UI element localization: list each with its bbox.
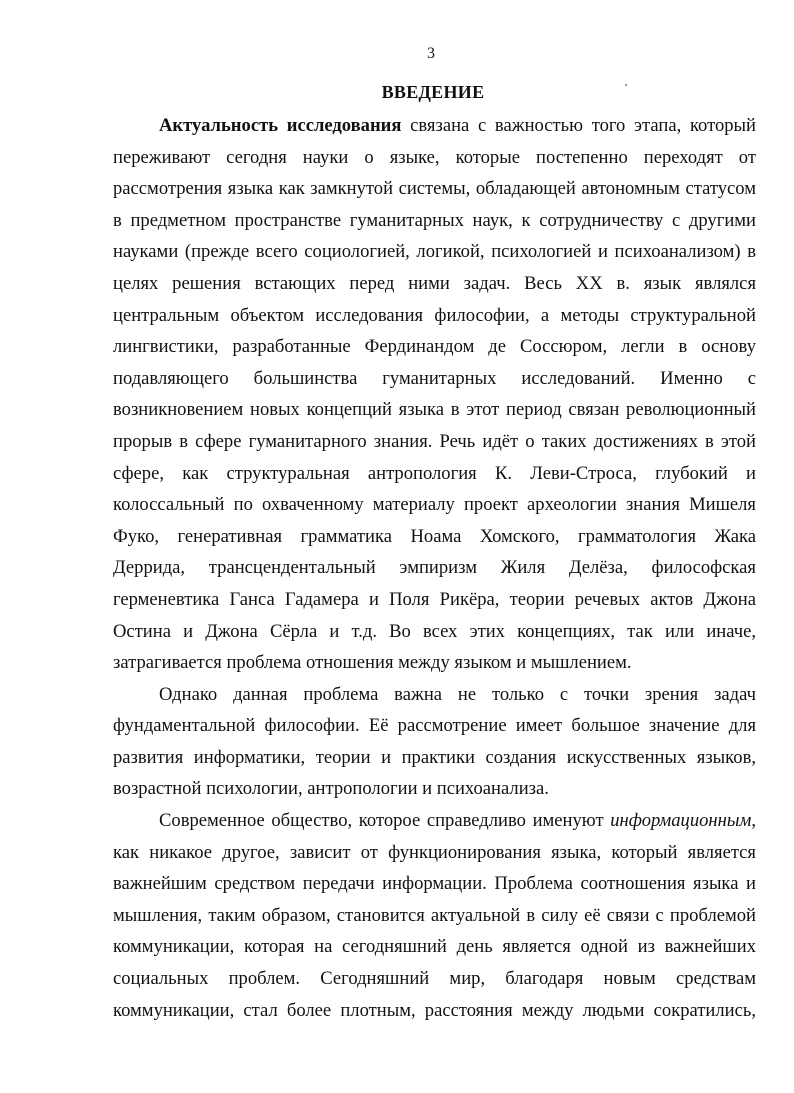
text-line: Однако данная проблема важна не только с точки зрения задач	[159, 683, 756, 705]
text-line: переживают сегодня науки о языке, которые постепенно переходят от	[113, 146, 756, 168]
paragraph-information-society	[113, 805, 756, 1026]
text-line: возникновением новых концепций языка в этот период связан революционный	[113, 399, 756, 421]
text-line: целях решения встающих перед ними задач. Весь XX в. язык являлся	[113, 272, 756, 294]
text-line: затрагивается проблема отношения между языком и мышлением.	[113, 652, 632, 674]
text-line: центральным объектом исследования философии, а методы структуральной	[113, 304, 756, 326]
text-line: мышления, таким образом, становится актуальной в силу её связи с проблемой	[113, 904, 756, 926]
text-line: лингвистики, разработанные Фердинандом де Соссюром, легли в основу	[113, 336, 756, 358]
italic-term: информационным	[610, 810, 752, 832]
text-line: подавляющего большинства гуманитарных исследований. Именно с	[113, 367, 756, 389]
paragraph-fundamental	[113, 679, 756, 805]
lead-phrase: Актуальность исследования	[159, 115, 402, 136]
text-line: рассмотрения языка как замкнутой системы, обладающей автономным статусом	[113, 178, 756, 200]
text-line	[113, 805, 756, 837]
paragraph-relevance	[113, 110, 756, 679]
text-line: Фуко, генеративная грамматика Ноама Хомского, грамматология Жака	[113, 525, 756, 547]
text-line: важнейшим средством передачи информации. Проблема соотношения языка и	[113, 873, 756, 895]
text-line: сфере, как структуральная антропология К. Леви-Строса, глубокий и	[113, 462, 756, 484]
page-number: 3	[427, 45, 435, 62]
text-line: фундаментальной философии. Её рассмотрение имеет большое значение для	[113, 715, 756, 737]
line-text: Современное общество, которое справедливо именуют	[159, 810, 611, 832]
line-text: ,	[751, 810, 756, 832]
text-line: социальных проблем. Сегодняшний мир, благодаря новым средствам	[113, 968, 756, 990]
text-line	[113, 110, 756, 142]
text-line: возрастной психологии, антропологии и психоанализа.	[113, 778, 549, 800]
text-line: коммуникации, которая на сегодняшний день является одной из важнейших	[113, 936, 756, 958]
body-text	[113, 110, 756, 1026]
line-text: связана с важностью того этапа, который	[401, 115, 756, 136]
text-line: науками (прежде всего социологией, логикой, психологией и психоанализом) в	[113, 241, 756, 263]
text-line: развития информатики, теории и практики создания искусственных языков,	[113, 746, 756, 768]
text-line: герменевтика Ганса Гадамера и Поля Рикёра, теории речевых актов Джона	[113, 588, 756, 610]
text-line: Остина и Джона Сёрла и т.д. Во всех этих концепциях, так или иначе,	[113, 620, 756, 642]
text-line: прорыв в сфере гуманитарного знания. Речь идёт о таких достижениях в этой	[113, 430, 756, 452]
text-line: коммуникации, стал более плотным, расстояния между людьми сократились,	[113, 999, 756, 1021]
text-line: колоссальный по охваченному материалу проект археологии знания Мишеля	[113, 494, 756, 516]
text-line: в предметном пространстве гуманитарных наук, к сотрудничеству с другими	[113, 209, 756, 231]
section-heading: ВВЕДЕНИЕ	[381, 82, 485, 102]
text-line: как никакое другое, зависит от функционирования языка, который является	[113, 841, 756, 863]
text-line: Деррида, трансцендентальный эмпиризм Жиля Делёза, философская	[113, 557, 756, 579]
